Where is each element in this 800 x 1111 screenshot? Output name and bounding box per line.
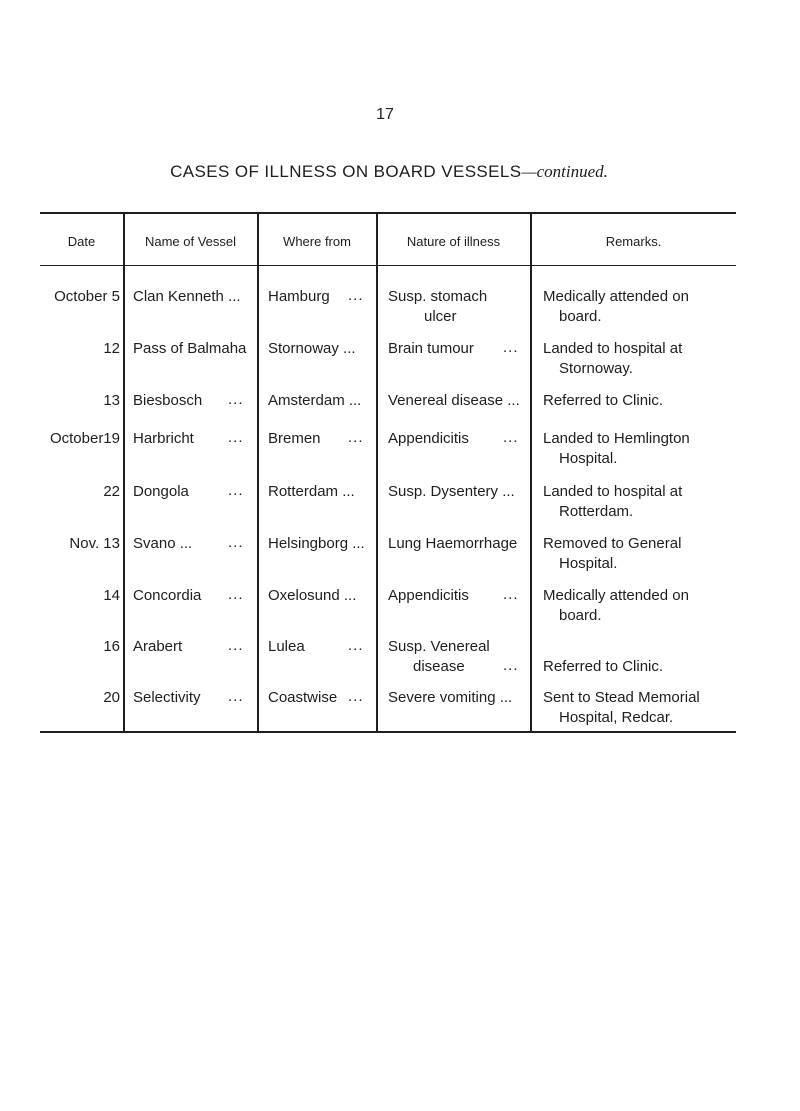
leader-dots: ... [228,688,244,705]
cell-nature-cont: ulcer [424,308,457,325]
header-remarks: Remarks. [605,234,662,249]
remark-line-1: Removed to General [543,535,682,552]
cell-where-from: Amsterdam ... [268,392,362,409]
cell-date: 20 [103,689,120,706]
cell-remark [543,391,748,411]
leader-dots: ... [228,534,244,551]
table-bottom-rule [40,731,736,733]
cell-date: 16 [103,638,120,655]
remark-line-1: Landed to hospital at [543,340,683,357]
cell-where-from: Coastwise [268,689,338,706]
cell-where-from: Hamburg [268,288,330,305]
remark-line-1: Referred to Clinic. [543,392,664,409]
leader-dots: ... [503,429,519,446]
title-main: CASES OF ILLNESS ON BOARD VESSELS [170,162,522,181]
remark-line-1: Landed to hospital at [543,483,683,500]
leader-dots: ... [228,391,244,408]
remark-line-2: board. [559,308,602,325]
cell-where-from: Oxelosund ... [268,587,357,604]
cell-nature: Appendicitis [388,587,469,604]
cell-vessel: Selectivity [133,689,201,706]
header-bottom-rule [40,265,736,266]
cell-nature: Severe vomiting ... [388,689,513,706]
cell-vessel: Arabert [133,638,183,655]
leader-dots: ... [503,586,519,603]
column-rule-2 [257,214,259,732]
leader-dots: ... [228,429,244,446]
leader-dots: ... [348,688,364,705]
cell-remark [543,657,748,677]
cell-vessel: Biesbosch [133,392,203,409]
cell-nature: Susp. Dysentery ... [388,483,515,500]
remark-line-1: Medically attended on [543,288,689,305]
leader-dots: ... [228,586,244,603]
leader-dots: ... [348,429,364,446]
cell-nature: Lung Haemorrhage [388,535,518,552]
leader-dots: ... [503,339,519,356]
cell-nature: Susp. stomach [388,288,488,305]
header-where-from: Where from [283,234,351,249]
cell-nature: Venereal disease ... [388,392,520,409]
cell-nature-cont: disease [413,658,465,675]
header-date: Date [67,234,96,249]
cell-date: 13 [103,392,120,409]
cell-date: 22 [103,483,120,500]
cell-date: October 5 [54,288,120,305]
cell-remark [543,339,748,379]
remark-line-2: Stornoway. [559,360,633,377]
cell-date: 14 [103,587,120,604]
cell-vessel: Pass of Balmaha [133,340,247,357]
cell-where-from: Stornoway ... [268,340,356,357]
cell-remark [543,586,748,626]
cell-remark [543,287,748,327]
remark-line-1: Medically attended on [543,587,689,604]
remark-line-2: Hospital. [559,450,618,467]
cell-vessel: Concordia [133,587,202,604]
cell-remark [543,534,748,574]
remark-line-2: Hospital. [559,555,618,572]
cell-where-from: Rotterdam ... [268,483,355,500]
remark-line-1: Sent to Stead Memorial [543,689,700,706]
column-rule-1 [123,214,125,732]
column-rule-3 [376,214,378,732]
cell-nature: Appendicitis [388,430,469,447]
cell-nature: Brain tumour [388,340,474,357]
page-number: 17 [376,106,394,123]
cell-nature: Susp. Venereal [388,638,490,655]
header-vessel: Name of Vessel [144,234,237,249]
cell-remark [543,429,748,469]
leader-dots: ... [503,657,519,674]
cell-vessel: Harbricht [133,430,194,447]
table-top-rule [40,212,736,214]
remark-line-2: Rotterdam. [559,503,634,520]
remark-line-1: Landed to Hemlington [543,430,690,447]
leader-dots: ... [228,482,244,499]
leader-dots: ... [228,637,244,654]
cell-date: 12 [103,340,120,357]
column-rule-4 [530,214,532,732]
cell-date: Nov. 13 [69,535,120,552]
remark-line-2: board. [559,607,602,624]
cell-remark [543,482,748,522]
cell-vessel: Svano ... [133,535,193,552]
header-nature: Nature of illness [406,234,501,249]
cell-vessel: Dongola [133,483,189,500]
leader-dots: ... [348,287,364,304]
remark-line-1: Referred to Clinic. [543,658,664,675]
cell-remark [543,688,748,728]
leader-dots: ... [348,637,364,654]
cell-where-from: Helsingborg ... [268,535,365,552]
cell-date: October19 [49,430,120,447]
cell-where-from: Bremen [268,430,321,447]
remark-line-2: Hospital, Redcar. [559,709,674,726]
cell-vessel: Clan Kenneth ... [133,288,241,305]
title-continued: —continued. [521,162,608,181]
page-title [0,162,778,182]
cell-where-from: Lulea [268,638,305,655]
